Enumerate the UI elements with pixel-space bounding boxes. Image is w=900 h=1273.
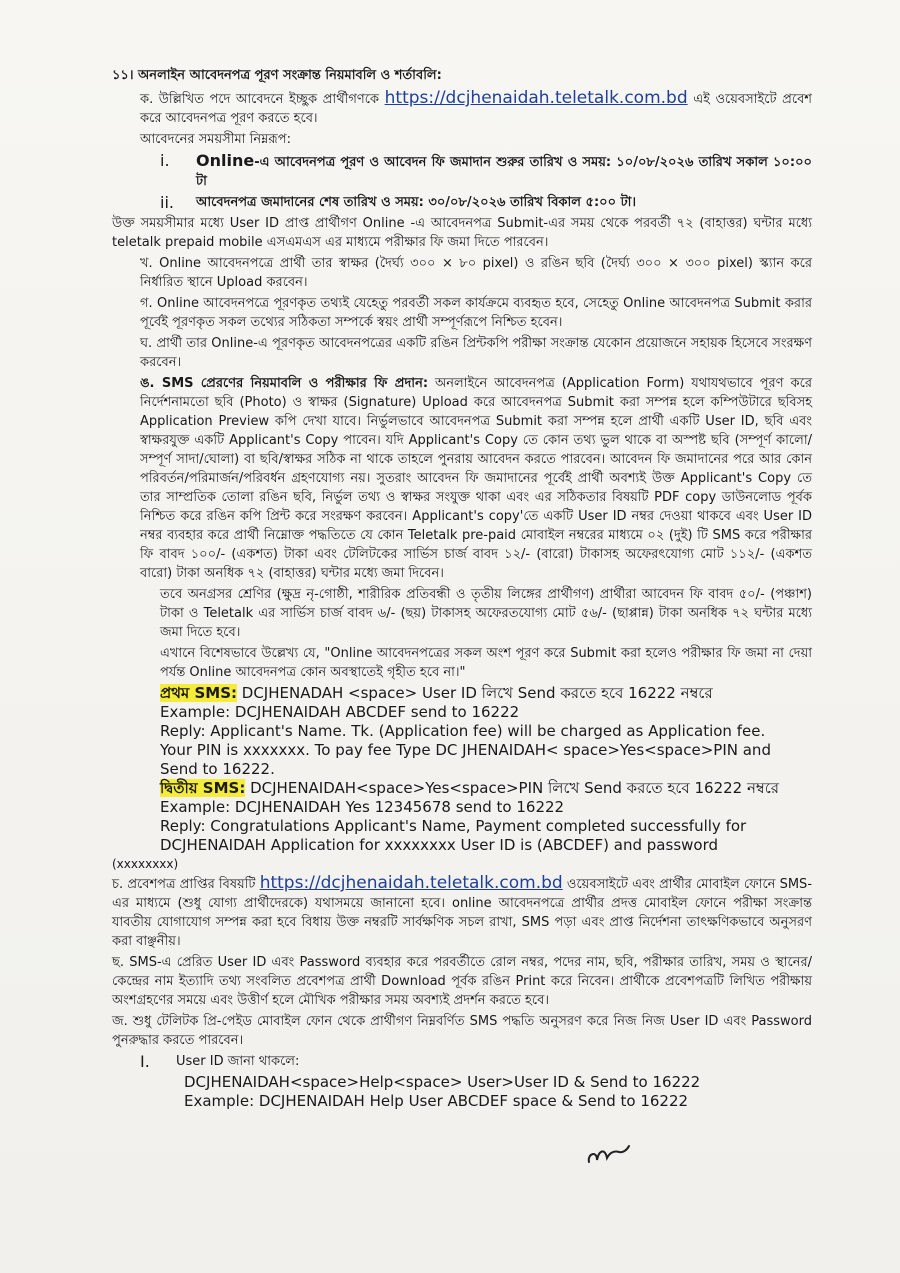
- sms2-reply-2: DCJHENAIDAH Application for xxxxxxxx User ID is (ABCDEF) and password: [160, 836, 719, 854]
- clause-umo-heading: ঙ. SMS প্রেরণের নিয়মাবলি ও পরীক্ষার ফি প্রদান:: [140, 376, 429, 391]
- sms1-reply-3: Send to 16222.: [160, 760, 275, 778]
- sms1-reply-1: Reply: Applicant's Name. Tk. (Application fee) will be charged as Application fee.: [160, 722, 766, 740]
- section-11-heading: ১১। অনলাইন আবেদনপত্র পূরণ সংক্রান্ত নিয়মাবলি ও শর্তাবলি:: [112, 68, 442, 83]
- deadline-item-i: [112, 151, 812, 191]
- quota-paragraph: তবে অনগ্রসর শ্রেণির (ক্ষুদ্র নৃ-গোষ্ঠী, শারীরিক প্রতিবন্ধী ও তৃতীয় লিঙ্গের প্রার্থীগণ) প্রার্থীরা আবেদন ফি বাবদ ৫০/- (পঞ্চাশ) টাকা ও Teletalk এর সার্ভিস চার্জ বাবদ ৬/- (ছয়) টাকাসহ অফেরতযোগ্য মোট ৫৬/- (ছাপ্পান্ন) টাকা অনধিক ৭২ ঘন্টার মধ্যে জমা দিতে হবে।: [160, 587, 812, 640]
- sms1-text: DCJHENADAH <space> User ID লিখে Send করতে হবে 16222 নম্বরে: [237, 684, 713, 702]
- clause-gha: ঘ. প্রার্থী তার Online-এ পূরণকৃত আবেদনপত্রের একটি রঙিন প্রিন্টকপি পরীক্ষা সংক্রান্ত যেকোন প্রয়োজনে সহায়ক হিসেবে সংরক্ষণ করবেন।: [140, 336, 812, 370]
- clause-ka-text: ক. উল্লিখিত পদে আবেদনে ইচ্ছুক প্রার্থীগণকে: [140, 92, 380, 107]
- sms2-line: [112, 779, 812, 798]
- window-paragraph: উক্ত সময়সীমার মধ্যে User ID প্রাপ্ত প্রার্থীগণ Online -এ আবেদনপত্র Submit-এর সময় থেকে পরবর্তী ৭২ (বাহাত্তর) ঘন্টার মধ্যে teletalk prepaid mobile এসএমএস এর মাধ্যমে পরীক্ষার ফি জমা দিতে পারবেন।: [112, 216, 812, 250]
- clause-chha: ছ. SMS-এ প্রেরিত User ID এবং Password ব্যবহার করে পরবর্তীতে রোল নম্বর, পদের নাম, ছবি, পরীক্ষার তারিখ, সময় ও স্থানের/কেন্দ্রের নাম ইত্যাদি তথ্য সংবলিত প্রবেশপত্র প্রার্থী Download পূর্বক রঙিন Print করে নিবেন। প্রার্থীকে প্রবেশপত্রটি লিখিত পরীক্ষায় অংশগ্রহণের সময়ে এবং উত্তীর্ণ হলে মৌখিক পরীক্ষার সময় অবশ্যই প্রদর্শন করতে হবে।: [112, 955, 812, 1008]
- recovery-item-label: User ID জানা থাকলে:: [176, 1054, 300, 1069]
- recovery-item-I: [112, 1052, 812, 1071]
- deadline-i-text: -এ আবেদনপত্র পূরণ ও আবেদন ফি জমাদান শুরুর তারিখ ও সময়: ১০/০৮/২০২৬ তারিখ সকাল ১০:০০ টা: [196, 155, 812, 189]
- item-number: i.: [160, 151, 170, 170]
- clause-umo-body: অনলাইনে আবেদনপত্র (Application Form) যথাযথভাবে পূরণ করে নির্দেশনামতো ছবি (Photo) ও স্বাক্ষর (Signature) Upload করে আবেদনপত্র Submit করা সম্পন্ন হলে কম্পিউটারে ছবিসহ Application Preview কপি দেখা যাবে। নির্ভুলভাবে আবেদনপত্র Submit করা সম্পন্ন হলে প্রার্থী একটি User ID, ছবি এবং স্বাক্ষরযুক্ত একটি Applicant's Copy পাবেন। যদি Applicant's Copy তে কোন তথ্য ভুল থাকে বা অস্পষ্ট ছবি (সম্পূর্ণ কালো/সম্পূর্ণ সাদা/ঘোলা) বা ছবি/স্বাক্ষর সঠিক না থাকে তাহলে পুনরায় আবেদন করতে পারবেন। আবেদন ফি জমাদানের পরে আর কোন পরিবর্তন/পরিমার্জন/পরিবর্ধন গ্রহণযোগ্য নয়। সুতরাং আবেদন ফি জমাদানের পূর্বেই প্রার্থী অবশ্যই উক্ত Applicant's Copy তে তার সাম্প্রতিক তোলা রঙিন ছবি, নির্ভুল তথ্য ও স্বাক্ষর সংযুক্ত থাকা এবং এর সঠিকতার বিষয়টি PDF copy ডাউনলোড পূর্বক নিশ্চিত করে রঙিন কপি প্রিন্ট করে সংরক্ষণ করবেন। Applicant's copy'তে একটি User ID নম্বর দেওয়া থাকবে এবং User ID নম্বর ব্যবহার করে প্রার্থী নিম্নোক্ত পদ্ধতিতে যে কোন Teletalk pre-paid মোবাইল নম্বরের মাধ্যমে ০২ (দুই) টি SMS করে পরীক্ষার ফি বাবদ ১০০/- (একশত) টাকা এবং টেলিটকের সার্ভিস চার্জ বাবদ ১২/- (বারো) টাকাসহ অফেরৎযোগ্য মোট ১১২/- (একশত বারো) টাকা অনধিক ৭২ (বাহাত্তর) ঘন্টার মধ্যে জমা দিবেন।: [140, 376, 812, 581]
- clause-cha-text-2: ওয়েবসাইটে এবং প্রার্থীর মোবাইল ফোনে SMS-এর মাধ্যমে (শুধু যোগ্য প্রার্থীদেরকে) যথাসময়ে জানানো হবে। online আবেদনপত্রে প্রার্থীর প্রদত্ত মোবাইল ফোনে পরীক্ষা সংক্রান্ত যাবতীয় যোগাযোগ সম্পন্ন করা হবে বিধায় উক্ত নম্বরটি সার্বক্ষণিক সচল রাখা, SMS পড়া এবং প্রাপ্ত নির্দেশনা তাৎক্ষণিকভাবে অনুসরণ করা বাঞ্ছনীয়।: [112, 877, 813, 949]
- clause-ka: [112, 89, 812, 128]
- deadline-ii-text: আবেদনপত্র জমাদানের শেষ তারিখ ও সময়: ৩০/০৮/২০২৬ তারিখ বিকাল ৫:০০ টা।: [196, 195, 637, 210]
- sms1-reply-2: Your PIN is xxxxxxx. To pay fee Type DC JHENAIDAH< space>Yes<space>PIN and: [160, 741, 771, 759]
- deadline-intro: আবেদনের সময়সীমা নিম্নরূপ:: [140, 132, 291, 147]
- application-website-link[interactable]: https://dcjhenaidah.teletalk.com.bd: [384, 88, 688, 108]
- deadline-i-online: Online: [196, 151, 255, 170]
- sms1-line: [112, 684, 812, 703]
- sms2-label: দ্বিতীয় SMS:: [160, 779, 246, 797]
- clause-cha-text: চ. প্রবেশপত্র প্রাপ্তির বিষয়টি: [112, 877, 256, 892]
- sms2-reply-3: (xxxxxxxx): [112, 857, 179, 871]
- item-number: ii.: [160, 193, 174, 212]
- note-paragraph: এখানে বিশেষভাবে উল্লেখ্য যে, "Online আবেদনপত্রের সকল অংশ পূরণ করে Submit করা হলেও পরীক্ষার ফি জমা না দেয়া পর্যন্ত Online আবেদনপত্র কোন অবস্থাতেই গৃহীত হবে না।": [160, 646, 812, 680]
- admit-card-website-link[interactable]: https://dcjhenaidah.teletalk.com.bd: [259, 873, 563, 893]
- deadline-item-ii: [112, 193, 812, 212]
- sms1-example: Example: DCJHENAIDAH ABCDEF send to 16222: [160, 703, 520, 721]
- clause-kha: খ. Online আবেদনপত্রে প্রার্থী তার স্বাক্ষর (দৈর্ঘ্য ৩০০ × ৮০ pixel) ও রঙিন ছবি (দৈর্ঘ্য ৩০০ × ৩০০ pixel) স্ক্যান করে নির্ধারিত স্থানে Upload করবেন।: [140, 256, 812, 290]
- sms2-example: Example: DCJHENAIDAH Yes 12345678 send to 16222: [160, 798, 565, 816]
- item-number: I.: [140, 1052, 150, 1071]
- clause-ka-text-2: এই ওয়েবসাইটে প্রবেশ করে আবেদনপত্র পূরণ করতে হবে।: [140, 92, 813, 126]
- clause-ja: জ. শুধু টেলিটক প্রি-পেইড মোবাইল ফোন থেকে প্রার্থীগণ নিম্নবর্ণিত SMS পদ্ধতি অনুসরণ করে নিজ নিজ User ID এবং Password পুনরুদ্ধার করতে পারবেন।: [112, 1014, 812, 1048]
- clause-cha: [112, 874, 812, 951]
- clause-umo: [112, 374, 812, 583]
- signature-mark: [585, 1140, 631, 1170]
- clause-ga: গ. Online আবেদনপত্রে পূরণকৃত তথ্যই যেহেতু পরবর্তী সকল কার্যক্রমে ব্যবহৃত হবে, সেহেতু Online আবেদনপত্র Submit করার পূর্বেই পূরণকৃত সকল তথ্যের সঠিকতা সম্পর্কে স্বয়ং প্রার্থী সম্পূর্ণরূপে নিশ্চিত হবেন।: [140, 296, 812, 330]
- sms2-text: DCJHENAIDAH<space>Yes<space>PIN লিখে Send করতে হবে 16222 নম্বরে: [245, 779, 780, 797]
- sms1-label: প্রথম SMS:: [160, 684, 237, 702]
- recovery-line-1: DCJHENAIDAH<space>Help<space> User>User ID & Send to 16222: [184, 1073, 701, 1091]
- document-content: [112, 66, 812, 1111]
- recovery-line-2: Example: DCJHENAIDAH Help User ABCDEF space & Send to 16222: [184, 1092, 689, 1110]
- sms2-reply-1: Reply: Congratulations Applicant's Name, Payment completed successfully for: [160, 817, 747, 835]
